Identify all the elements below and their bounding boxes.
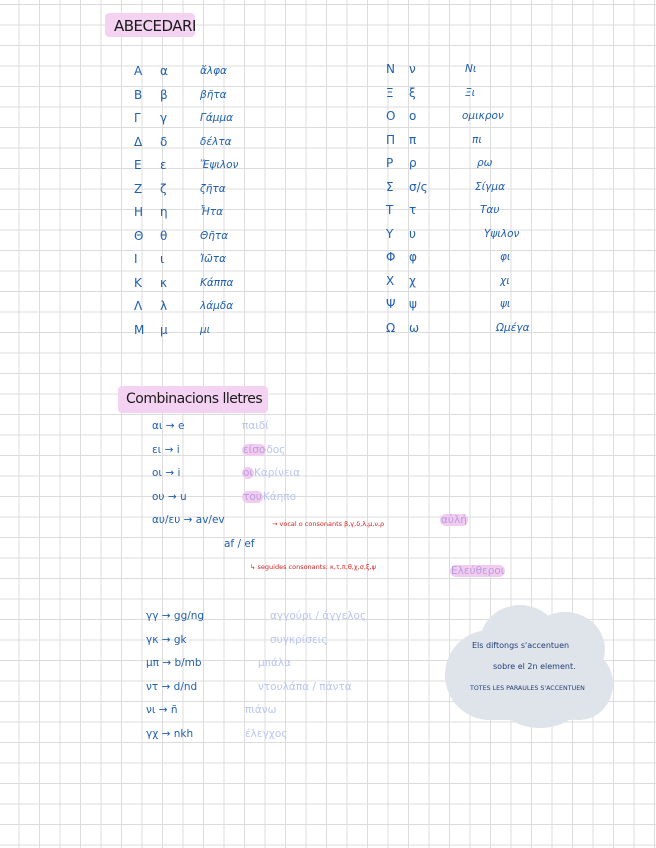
vowel-example-highlight: είσο	[243, 443, 266, 456]
consonant-rule: γγ → gg/ng	[146, 610, 205, 622]
vowel-rule: ει → i	[152, 443, 180, 456]
vowel-rule: ου → u	[152, 490, 187, 503]
vowel-example	[242, 420, 269, 432]
letter-uppercase: Ν	[386, 62, 395, 76]
letter-name: ψι	[500, 298, 511, 310]
consonant-example: αγγούρι / άγγελος	[270, 610, 367, 622]
letter-uppercase: Χ	[386, 273, 395, 288]
vowel-example	[242, 444, 285, 456]
letter-name: ἄλφα	[200, 65, 227, 77]
vowel-example-text: παιδί	[242, 420, 269, 432]
letter-uppercase: Μ	[134, 322, 145, 337]
letter-name: Υψιλον	[484, 227, 520, 240]
letter-name: Ἰῶτα	[200, 253, 227, 265]
letter-uppercase: Η	[134, 205, 144, 219]
vowel-example	[242, 467, 300, 479]
letter-lowercase: υ	[409, 226, 416, 241]
letter-lowercase: λ	[160, 299, 168, 313]
letter-lowercase: τ	[409, 203, 417, 217]
consonant-example: πιάνω	[245, 704, 277, 716]
letter-lowercase: φ	[409, 250, 417, 264]
letter-name: λάμδα	[200, 300, 234, 312]
letter-uppercase: Ο	[386, 109, 396, 123]
vowel-example-text: Καρίνεια	[253, 467, 301, 479]
cloud-line-2: sobre el 2n element.	[493, 662, 576, 671]
letter-lowercase: γ	[160, 111, 168, 125]
cloud-line-3: TOTES LES PARAULES S'ACCENTUEN	[470, 685, 585, 692]
letter-name: ρω	[477, 157, 493, 169]
letter-lowercase: α	[160, 64, 168, 78]
alphabet-title: ABECEDARI	[114, 17, 196, 35]
consonant-example: έλεγχος	[245, 727, 288, 740]
consonant-rule: γκ → gk	[146, 633, 187, 646]
letter-uppercase: Θ	[134, 228, 144, 243]
letter-lowercase: π	[409, 132, 417, 147]
letter-name: βῆτα	[200, 88, 227, 101]
letter-uppercase: Ω	[386, 320, 396, 335]
example-eleuthero	[450, 565, 505, 577]
letter-name: Ἔψιλον	[200, 159, 239, 171]
vowel-example-highlight: του	[243, 490, 262, 503]
letter-uppercase: Ι	[134, 252, 138, 266]
letter-lowercase: χ	[409, 273, 416, 288]
letter-uppercase: Ξ	[386, 85, 394, 100]
consonant-rule: μπ → b/mb	[146, 657, 202, 669]
letter-name: μι	[200, 323, 211, 336]
vowel-example-highlight: οι	[243, 467, 253, 479]
letter-uppercase: Σ	[386, 179, 394, 194]
letter-uppercase: Α	[134, 64, 143, 78]
letter-lowercase: κ	[160, 275, 168, 290]
letter-name: χι	[500, 274, 510, 287]
letter-name: ομικρον	[462, 110, 504, 122]
letter-uppercase: Φ	[386, 250, 396, 264]
letter-name: Σίγμα	[475, 180, 506, 193]
letter-lowercase: μ	[160, 322, 168, 337]
letter-lowercase: ζ	[160, 181, 167, 196]
letter-lowercase: ν	[409, 62, 416, 76]
consonant-rule: γχ → nkh	[146, 727, 194, 740]
letter-name: Ξι	[465, 86, 476, 99]
letter-name: δέλτα	[200, 135, 232, 148]
af-ef-text: af / ef	[224, 538, 255, 550]
letter-lowercase: σ/ς	[409, 179, 428, 194]
vowel-rule: οι → i	[152, 467, 181, 479]
letter-name: Νι	[465, 63, 477, 75]
vowel-example	[440, 514, 468, 526]
letter-uppercase: Δ	[134, 134, 143, 149]
consonant-example: μπάλα	[258, 657, 292, 669]
letter-uppercase: Β	[134, 87, 143, 102]
consonant-example: ντουλάπα / πάντα	[258, 680, 352, 693]
letter-lowercase: ο	[409, 109, 417, 123]
letter-lowercase: ω	[409, 320, 420, 335]
combinations-title: Combinacions lletres	[126, 391, 263, 407]
consonant-example: συγκρίσεις	[270, 633, 328, 646]
vowel-example-text: δος	[266, 443, 286, 456]
letter-lowercase: ρ	[409, 156, 417, 170]
letter-uppercase: Ζ	[134, 181, 143, 196]
letter-name: φι	[500, 251, 511, 263]
letter-name: Γάμμα	[200, 112, 234, 124]
vowel-rule: αυ/ευ → av/ev	[152, 514, 225, 526]
vowel-rule: αι → e	[152, 420, 185, 432]
letter-name: Ταυ	[480, 204, 500, 216]
vowel-example	[242, 491, 296, 503]
letter-uppercase: Π	[386, 132, 396, 147]
letter-name: ζῆτα	[200, 182, 226, 195]
letter-lowercase: δ	[160, 134, 168, 149]
letter-lowercase: β	[160, 87, 168, 102]
letter-name: Ἦτα	[200, 206, 224, 218]
letter-lowercase: ι	[160, 252, 165, 266]
example-eleuthero-text: Ελεύθεροι	[451, 565, 505, 577]
letter-uppercase: Τ	[386, 203, 394, 217]
letter-uppercase: Ρ	[386, 156, 394, 170]
letter-name: Κάππα	[200, 276, 234, 289]
letter-lowercase: ε	[160, 158, 167, 172]
letter-uppercase: Ψ	[386, 297, 396, 311]
letter-uppercase: Κ	[134, 275, 142, 290]
letter-name: Ωμέγα	[496, 321, 530, 334]
vowel-example-text: Κάηπο	[262, 490, 297, 503]
vowel-example-highlight: αὐλή	[441, 514, 467, 526]
letter-lowercase: ξ	[409, 85, 416, 100]
letter-uppercase: Ε	[134, 158, 142, 172]
letter-lowercase: ψ	[409, 297, 417, 311]
letter-lowercase: η	[160, 205, 168, 219]
letter-uppercase: Υ	[386, 226, 394, 241]
letter-lowercase: θ	[160, 228, 168, 243]
letter-name: Θῆτα	[200, 229, 229, 242]
letter-uppercase: Γ	[134, 111, 141, 125]
consonant-rule: ντ → d/nd	[146, 680, 198, 693]
cloud-line-1: Els diftongs s'accentuen	[472, 641, 570, 650]
consonant-rule: νι → ñ	[146, 704, 178, 716]
red-note-consonants-voiced: → vocal o consonants β,γ,δ,λ,μ,ν,ρ	[272, 520, 385, 528]
letter-uppercase: Λ	[134, 299, 143, 313]
letter-name: πι	[472, 133, 482, 146]
red-note-consonants-voiceless: ↳ seguides consonants: κ,τ,π,θ,χ,σ,ξ,ψ	[250, 563, 376, 571]
